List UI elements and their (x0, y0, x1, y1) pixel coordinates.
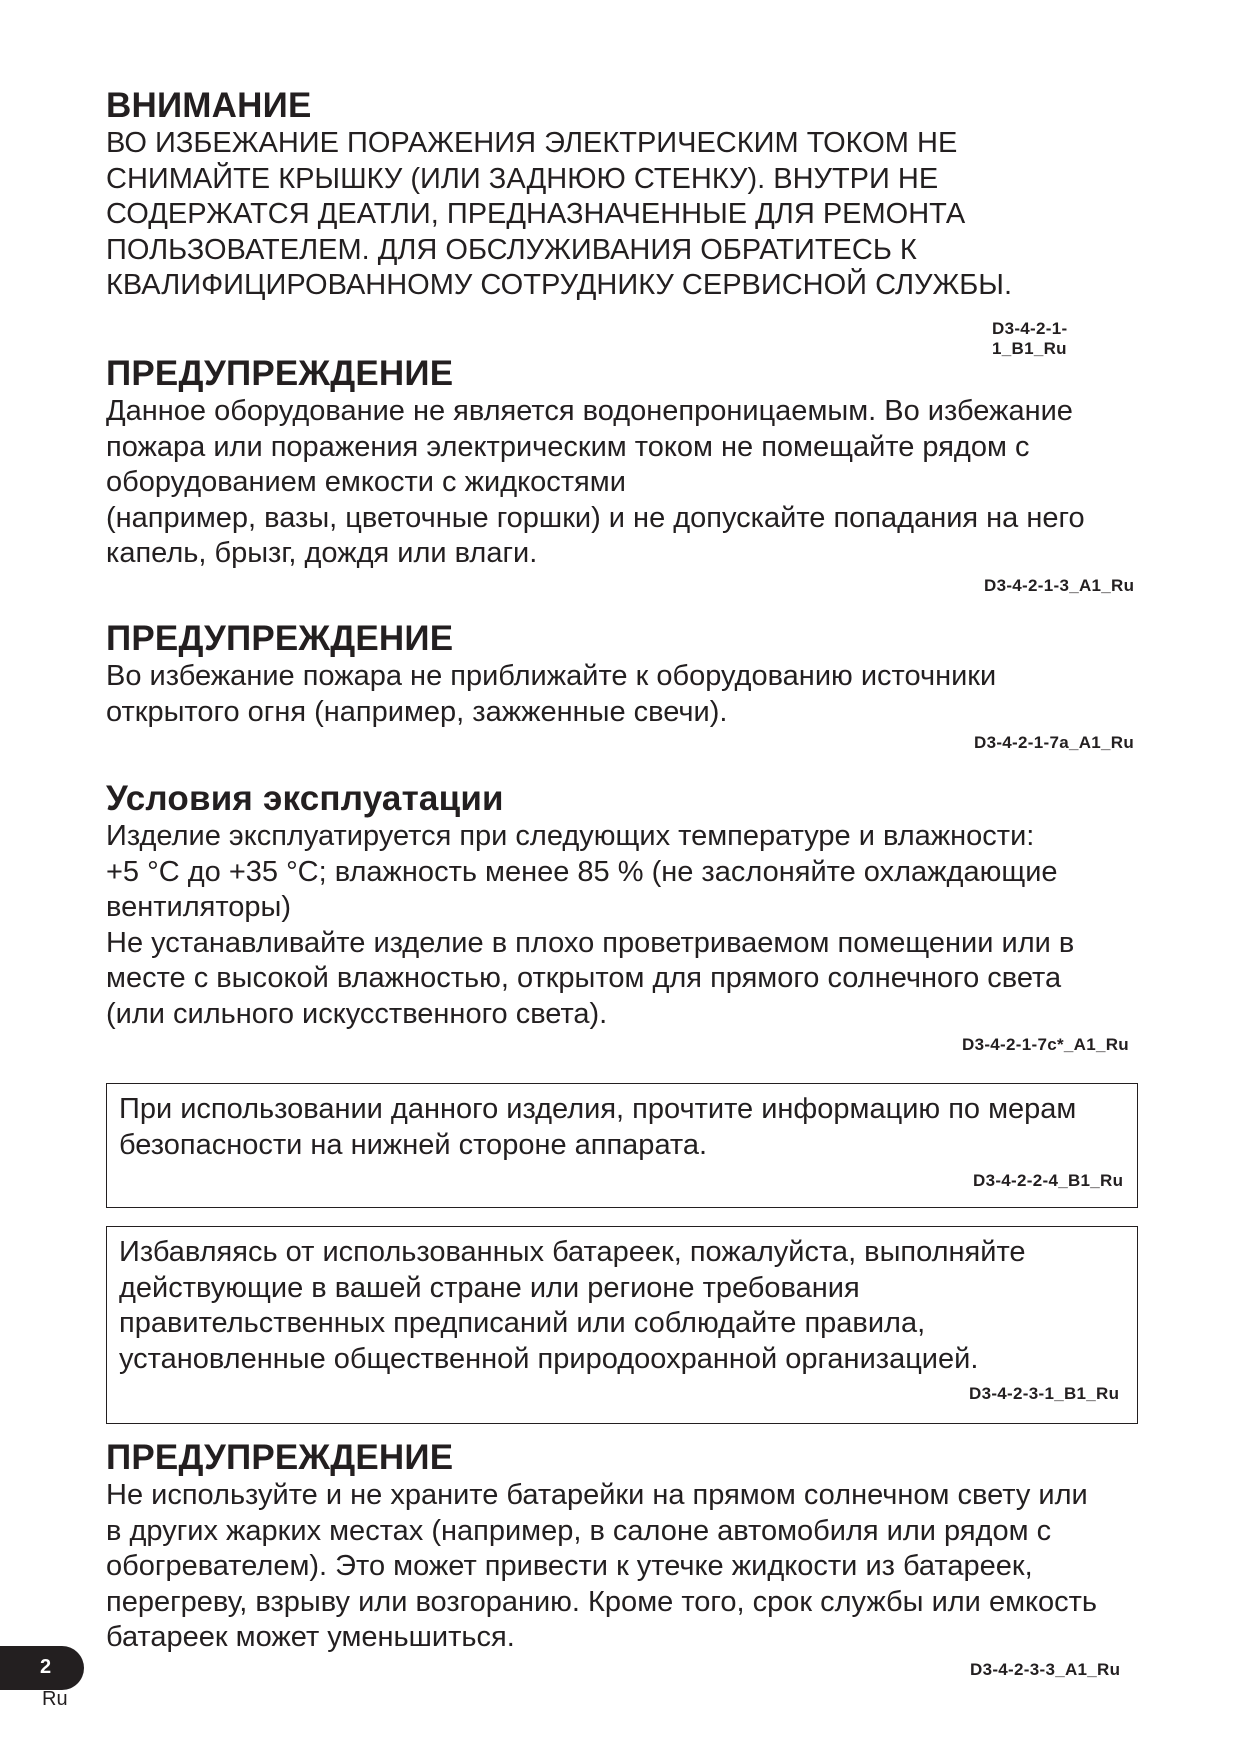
reference-code: D3-4-2-1-1_B1_Ru (992, 319, 1068, 358)
reference-code: D3-4-2-1-3_A1_Ru (984, 576, 1135, 595)
section-heading: Условия эксплуатации (106, 779, 504, 818)
section-heading: ПРЕДУПРЕЖДЕНИЕ (106, 354, 454, 393)
section-body: Изделие эксплуатируется при следующих температуре и влажности: +5 °C до +35 °C; влажность менее 85 % (не заслоняйте охлаждающие вентиляторы) Не устанавливайте изделие в плохо проветриваемом помещении или в месте с высокой влажностью, открытом для прямого солнечного света (или сильного искусственного света). (106, 820, 1075, 1030)
reference-code: D3-4-2-2-4_B1_Ru (973, 1171, 1124, 1190)
warning-section-batteries (106, 1438, 1140, 1656)
reference-code: D3-4-2-1-7c*_A1_Ru (962, 1035, 1129, 1054)
notice-box-battery-disposal (106, 1226, 1138, 1424)
section-body: ВО ИЗБЕЖАНИЕ ПОРАЖЕНИЯ ЭЛЕКТРИЧЕСКИМ ТОКОМ НЕ СНИМАЙТЕ КРЫШКУ (ИЛИ ЗАДНЮЮ СТЕНКУ). ВНУТРИ НЕ СОДЕРЖАТСЯ ДЕАТЛИ, ПРЕДНАЗНАЧЕННЫЕ ДЛЯ РЕМОНТА ПОЛЬЗОВАТЕЛЕМ. ДЛЯ ОБСЛУЖИВАНИЯ ОБРАТИТЕСЬ К КВАЛИФИЦИРОВАННОМУ СОТРУДНИКУ СЕРВИСНОЙ СЛУЖБЫ. (106, 127, 1013, 301)
warning-section-water (106, 354, 1140, 572)
section-heading: ПРЕДУПРЕЖДЕНИЕ (106, 1438, 454, 1477)
caution-section (106, 86, 1140, 304)
reference-code: D3-4-2-3-3_A1_Ru (970, 1660, 1121, 1679)
section-body: Во избежание пожара не приближайте к оборудованию источники открытого огня (например, зажженные свечи). (106, 660, 997, 728)
box-body: При использовании данного изделия, прочтите информацию по мерам безопасности на нижней стороне аппарата. (119, 1093, 1077, 1161)
reference-code: D3-4-2-3-1_B1_Ru (969, 1384, 1120, 1403)
notice-box-safety-info (106, 1083, 1138, 1208)
section-body: Данное оборудование не является водонепроницаемым. Во избежание пожара или поражения электрическим током не помещайте рядом с оборудованием емкости с жидкостями (например, вазы, цветочные горшки) и не допускайте попадания на него капель, брызг, дождя или влаги. (106, 395, 1085, 569)
warning-section-fire (106, 619, 1140, 730)
page-number-tab (0, 1646, 84, 1690)
section-body: Не используйте и не храните батарейки на прямом солнечном свету или в других жарких местах (например, в салоне автомобиля или рядом с обогревателем). Это может привести к утечке жидкости из батареек, перегреву, взрыву или возгоранию. Кроме того, срок службы или емкость батареек может уменьшиться. (106, 1479, 1098, 1653)
section-heading: ПРЕДУПРЕЖДЕНИЕ (106, 619, 454, 658)
language-label: Ru (42, 1688, 68, 1710)
section-heading: ВНИМАНИЕ (106, 86, 312, 125)
reference-code: D3-4-2-1-7a_A1_Ru (974, 733, 1135, 752)
box-body: Избавляясь от использованных батареек, пожалуйста, выполняйте действующие в вашей стране или регионе требования правительственных предписаний или соблюдайте правила, установленные общественной природоохранной организацией. (119, 1236, 1026, 1375)
page-number: 2 (40, 1656, 52, 1678)
operating-conditions-section (106, 779, 1140, 1032)
